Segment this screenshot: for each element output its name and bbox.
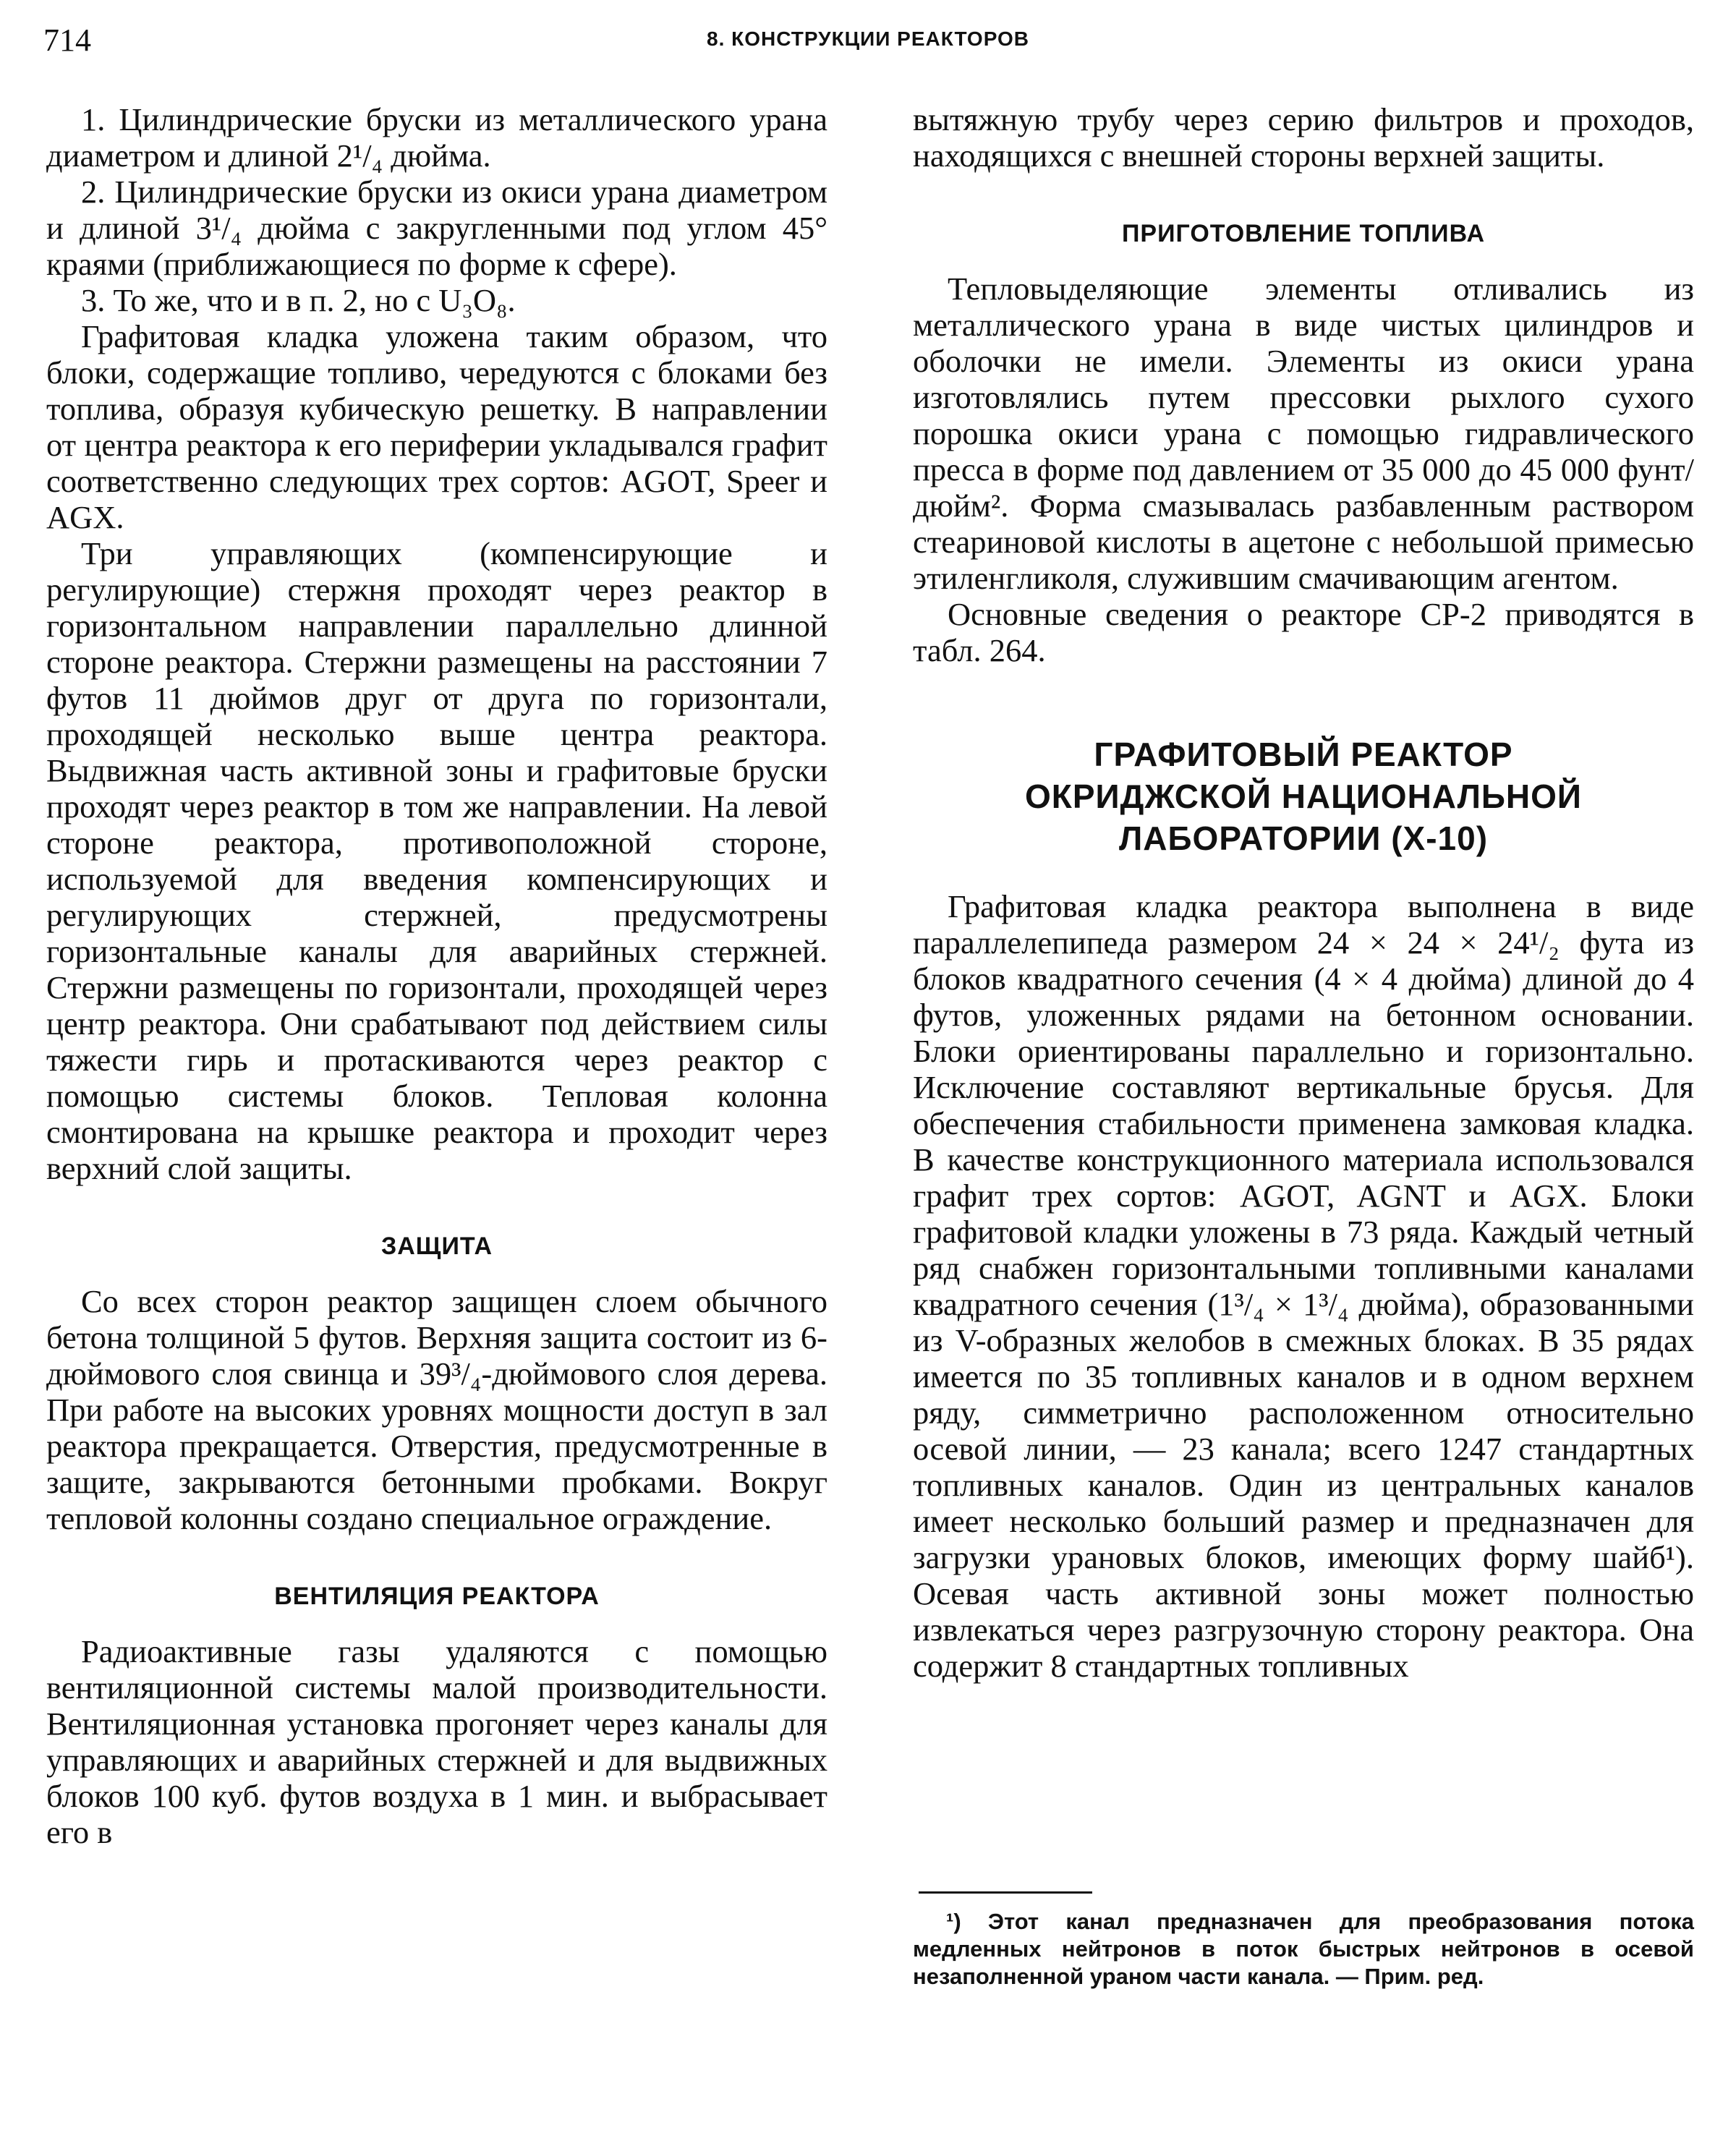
page-header xyxy=(43,22,1693,65)
paragraph: Основные сведения о реакторе CP-2 приводятся в табл. 264. xyxy=(913,596,1694,668)
section-heading-shield: ЗАЩИТА xyxy=(380,1232,493,1260)
heading-line: ЛАБОРАТОРИИ (X-10) xyxy=(1118,819,1489,857)
page-number: 714 xyxy=(43,22,91,58)
paragraph: Радиоактивные газы удаляются с помощью вентиляционной системы малой производительности. Вентиляционная установка прогоняет через каналы для управляющих и аварийных стержней и для выдвижных блоков 100 куб. футов воздуха в 1 мин. и выбрасывает его в xyxy=(46,1633,827,1850)
paragraph: Графитовая кладка реактора выполнена в виде параллелепипеда размером 24 × 24 × 24¹/₂ фута из блоков квадратного сечения (4 × 4 дюйма) длиной до 4 футов, уложенных рядами на бетонном основании. Блоки ориентированы параллельно и горизонтально. Исключение составляют вертикальные брусья. Для обеспечения стабильности применена замковая кладка. В качестве конструкционного материала использовался графит трех сортов: AGOT, AGNT и AGX. Блоки графитовой кладки уложены в 73 ряда. Каждый четный ряд снабжен горизонтальными топливными каналами квадратного сечения (1³/₄ × 1³/₄ дюйма), образованными из V-образных желобов в смежных блоках. В 35 рядах имеется по 35 топливных каналов и в одном верхнем ряду, симметрично расположенном относительно осевой линии, — 23 канала; всего 1247 стандартных топливных каналов. Один из центральных каналов имеет несколько больший размер и предназначен для загрузки урановых блоков, имеющих форму шайб¹). Осевая часть активной зоны может полностью извлекаться через разгрузочную сторону реактора. Она содержит 8 стандартных топливных xyxy=(913,888,1694,1684)
right-column xyxy=(913,101,1694,1684)
running-title: 8. КОНСТРУКЦИИ РЕАКТОРОВ xyxy=(707,27,1029,50)
paragraph: Графитовая кладка уложена таким образом, что блоки, содержащие топливо, чередуются с блоками без топлива, образуя кубическую решетку. В направлении от центра реактора к его периферии укладывался графит соответственно следующих трех сортов: AGOT, Speer и AGX. xyxy=(46,318,827,535)
left-column xyxy=(46,101,827,1850)
heading-line: ОКРИДЖСКОЙ НАЦИОНАЛЬНОЙ xyxy=(1024,778,1582,815)
paragraph: 1. Цилиндрические бруски из металлического урана диаметром и длиной 2¹/₄ дюйма. xyxy=(46,101,827,174)
paragraph: Три управляющих (компенсирующие и регулирующие) стержня проходят через реактор в горизонтальном направлении параллельно длинной стороне реактора. Стержни размещены на расстоянии 7 футов 11 дюймов друг от друга по горизонтали, проходящей несколько выше центра реактора. Выдвижная часть активной зоны и графитовые бруски проходят через реактор в том же направлении. На левой стороне реактора, противоположной стороне, используемой для введения компенсирующих и регулирующих стержней, предусмотрены горизонтальные каналы для аварийных стержней. Стержни размещены по горизонтали, проходящей через центр реактора. Они срабатывают под действием силы тяжести гирь и протаскиваются через реактор с помощью системы блоков. Тепловая колонна смонтирована на крышке реактора и проходит через верхний слой защиты. xyxy=(46,535,827,1186)
paragraph: 3. То же, что и в п. 2, но с U₃O₈. xyxy=(81,282,516,318)
paragraph: Со всех сторон реактор защищен слоем обычного бетона толщиной 5 футов. Верхняя защита состоит из 6-дюймового слоя свинца и 39³/₄-дюймового слоя дерева. При работе на высоких уровнях мощности доступ в зал реактора прекращается. Отверстия, предусмотренные в защите, закрываются бетонными пробками. Вокруг тепловой колонны создано специальное ограждение. xyxy=(46,1283,827,1536)
section-heading-oak-ridge xyxy=(913,733,1694,859)
footnote: ¹) Этот канал предназначен для преобразования потока медленных нейтронов в поток быстрых нейтронов в осевой незаполненной ураном части канала. — Прим. ред. xyxy=(913,1909,1694,1989)
paragraph: 2. Цилиндрические бруски из окиси урана диаметром и длиной 3¹/₄ дюйма с закругленными под углом 45° краями (приближающиеся по форме к сфере). xyxy=(46,174,827,282)
section-heading-fuel: ПРИГОТОВЛЕНИЕ ТОПЛИВА xyxy=(1121,220,1486,247)
section-heading-ventilation: ВЕНТИЛЯЦИЯ РЕАКТОРА xyxy=(274,1583,600,1610)
paragraph: вытяжную трубу через серию фильтров и проходов, находящихся с внешней стороны верхней защиты. xyxy=(913,101,1694,174)
heading-line: ГРАФИТОВЫЙ РЕАКТОР xyxy=(1094,736,1513,773)
paragraph: Тепловыделяющие элементы отливались из металлического урана в виде чистых цилиндров и оболочки не имели. Элементы из окиси урана изготовлялись путем прессовки рыхлого сухого порошка окиси урана с помощью гидравлического пресса в форме под давлением от 35 000 до 45 000 фунт/дюйм². Форма смазывалась разбавленным раствором стеариновой кислоты в ацетоне с небольшой примесью этиленгликоля, служившим смачивающим агентом. xyxy=(913,271,1694,596)
footnote-divider xyxy=(919,1891,1092,1894)
